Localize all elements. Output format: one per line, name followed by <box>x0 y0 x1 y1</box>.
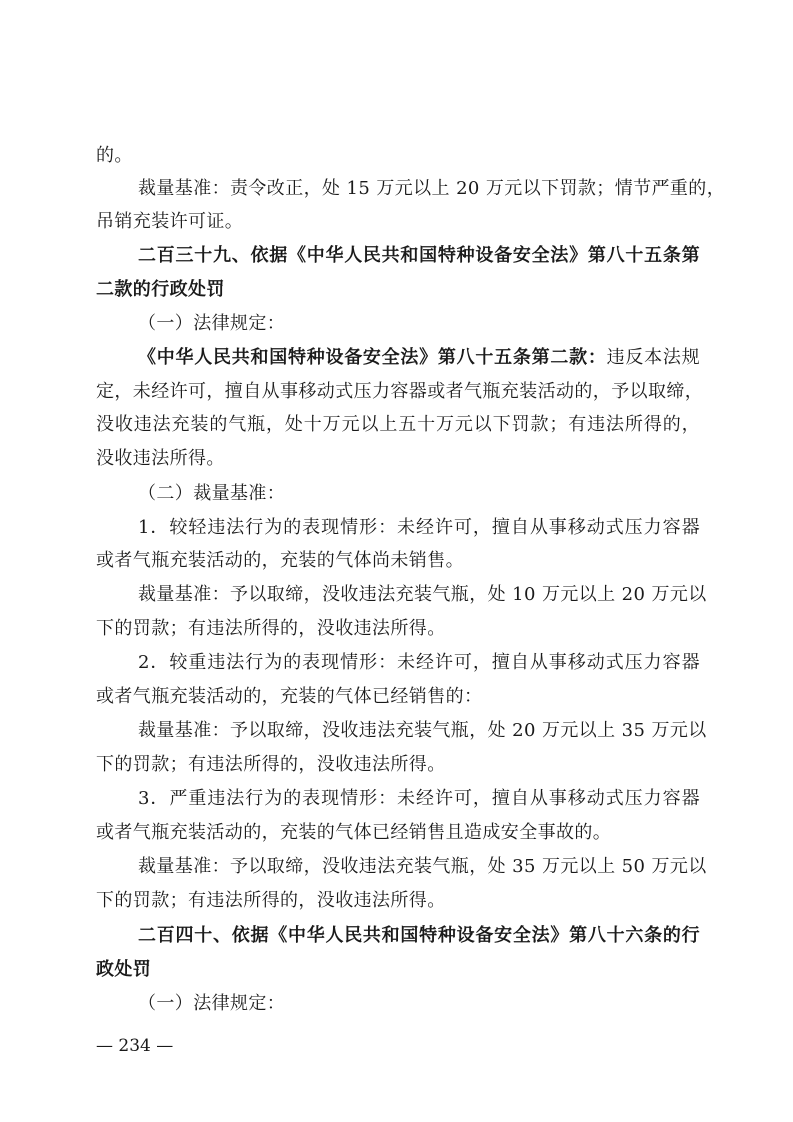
text-line: 吊销充装许可证。 <box>96 211 244 232</box>
text-line: 2．较重违法行为的表现情形：未经许可，擅自从事移动式压力容器 <box>138 652 700 673</box>
subsection-heading: （一）法律规定： <box>138 313 286 334</box>
text-span: 违反本法规 <box>606 347 701 368</box>
text-line: 或者气瓶充装活动的，充装的气体已经销售的： <box>96 686 483 707</box>
text-line: 3．严重违法行为的表现情形：未经许可，擅自从事移动式压力容器 <box>138 788 700 809</box>
text-line: 裁量基准：予以取缔，没收违法充装气瓶，处 10 万元以上 20 万元以 <box>138 584 707 605</box>
subsection-heading: （一）法律规定： <box>138 993 286 1014</box>
law-citation: 《中华人民共和国特种设备安全法》第八十五条第二款： <box>138 347 607 368</box>
text-line: 没收违法充装的气瓶，处十万元以上五十万元以下罚款；有违法所得的， <box>96 414 700 435</box>
text-line: 下的罚款；有违法所得的，没收违法所得。 <box>96 754 446 775</box>
text-line: 没收违法所得。 <box>96 448 225 469</box>
page-number: — 234 — <box>96 1036 174 1056</box>
section-heading: 政处罚 <box>96 959 152 980</box>
text-line: 或者气瓶充装活动的，充装的气体已经销售且造成安全事故的。 <box>96 822 612 843</box>
text-line: 裁量基准：予以取缔，没收违法充装气瓶，处 35 万元以上 50 万元以 <box>138 856 707 877</box>
text-line: 裁量基准：责令改正，处 15 万元以上 20 万元以下罚款；情节严重的， <box>138 178 726 199</box>
section-heading: 二百四十、依据《中华人民共和国特种设备安全法》第八十六条的行 <box>138 925 700 946</box>
text-line: 下的罚款；有违法所得的，没收违法所得。 <box>96 890 446 911</box>
section-heading: 二款的行政处罚 <box>96 279 225 300</box>
text-line: 1．较轻违法行为的表现情形：未经许可，擅自从事移动式压力容器 <box>138 517 700 538</box>
text-line: 定，未经许可，擅自从事移动式压力容器或者气瓶充装活动的，予以取缔， <box>96 381 704 402</box>
text-line <box>138 345 700 371</box>
text-line: 或者气瓶充装活动的，充装的气体尚未销售。 <box>96 550 464 571</box>
section-heading: 二百三十九、依据《中华人民共和国特种设备安全法》第八十五条第 <box>138 245 700 266</box>
text-line: 的。 <box>96 145 133 166</box>
text-line: 下的罚款；有违法所得的，没收违法所得。 <box>96 618 446 639</box>
subsection-heading: （二）裁量基准： <box>138 483 286 504</box>
text-line: 裁量基准：予以取缔，没收违法充装气瓶，处 20 万元以上 35 万元以 <box>138 720 707 741</box>
